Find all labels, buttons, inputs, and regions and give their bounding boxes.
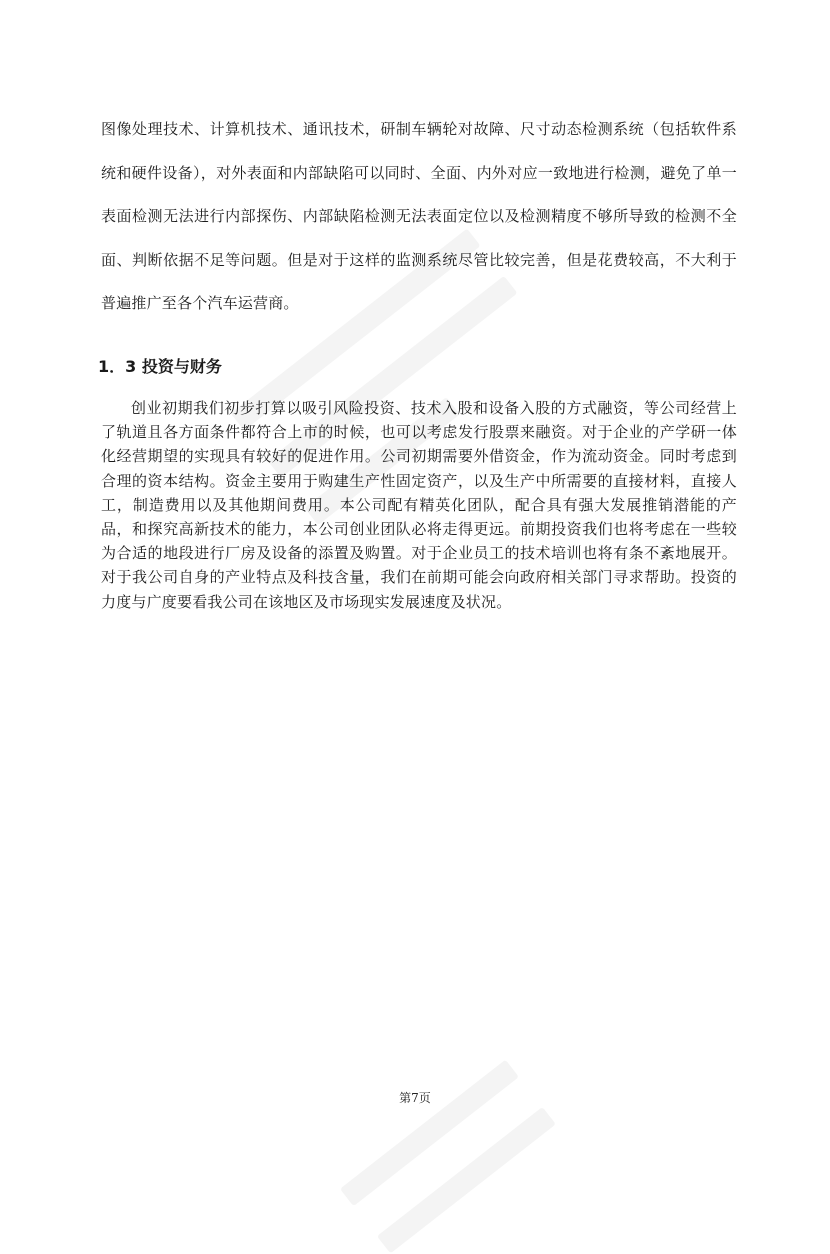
watermark xyxy=(315,1028,554,1252)
page-number: 第7页 xyxy=(399,1091,431,1105)
section-heading: 1．3 投资与财务 xyxy=(98,357,222,376)
body-paragraph: 图像处理技术、计算机技术、通讯技术，研制车辆轮对故障、尺寸动态检测系统（包括软件系统和硬件设备），对外表面和内部缺陷可以同时、全面、内外对应一致地进行检测，避免了单一表面检测无法进行内部探伤、内部缺陷检测无法表面定位以及检测精度不够所导致的检测不全面、判断依据不足等问题。但是对于这样的监测系统尽管比较完善，但是花费较高，不大利于普遍推广至各个汽车运营商。 xyxy=(101,120,737,312)
body-paragraph: 创业初期我们初步打算以吸引风险投资、技术入股和设备入股的方式融资，等公司经营上了轨道且各方面条件都符合上市的时候，也可以考虑发行股票来融资。对于企业的产学研一体化经营期望的实现具有较好的促进作用。公司初期需要外借资金，作为流动资金。同时考虑到合理的资本结构。资金主要用于购建生产性固定资产，以及生产中所需要的直接材料，直接人工，制造费用以及其他期间费用。本公司配有精英化团队，配合具有强大发展推销潜能的产品，和探究高新技术的能力，本公司创业团队必将走得更远。前期投资我们也将考虑在一些较为合适的地段进行厂房及设备的添置及购置。对于企业员工的技术培训也将有条不紊地展开。对于我公司自身的产业特点及科技含量，我们在前期可能会向政府相关部门寻求帮助。投资的力度与广度要看我公司在该地区及市场现实发展速度及状况。 xyxy=(101,399,737,611)
